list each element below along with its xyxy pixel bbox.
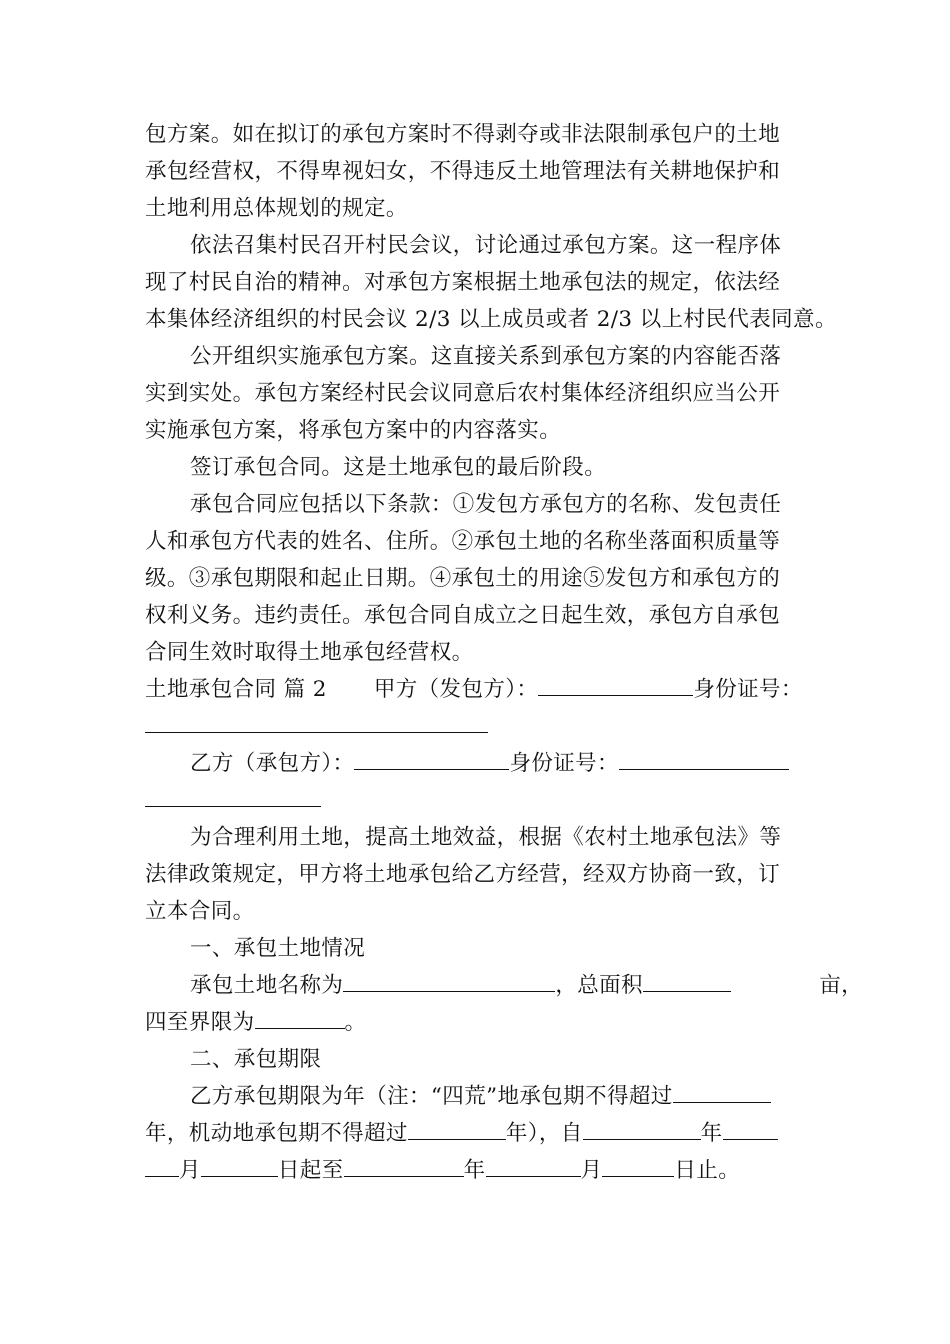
section2-heading: 二、承包期限 [190,1047,322,1072]
reserve-land-label: 年，机动地承包期不得超过 [145,1121,408,1146]
party-b-id-label: 身份证号： [509,751,619,776]
section1-line-1 [145,967,863,1004]
purpose-line-2: 法律政策规定，甲方将土地承包给乙方经营，经双方协商一致，订 [145,862,781,887]
area-blank [643,971,731,992]
end-year-blank [344,1156,464,1177]
boundary-blank [255,1008,345,1029]
reserve-years-blank [408,1119,506,1140]
intro-line-2: 承包经营权，不得卑视妇女，不得违反土地管理法有关耕地保护和 [145,159,781,184]
purpose-line-1: 为合理利用土地，提高土地效益，根据《农村土地承包法》等 [190,825,782,850]
wasteland-years-blank [673,1082,771,1103]
contract2-title: 土地承包合同 篇 2 [145,677,327,702]
section1-line-2 [145,1004,820,1041]
party-b-id-continued-line [145,782,820,819]
end-month-label: 月 [580,1158,603,1183]
assembly-line-1: 依法召集村民召开村民会议，讨论通过承包方案。这一程序体 [190,233,782,258]
party-b-blank [354,749,509,770]
section2-line-3 [145,1152,820,1189]
end-day-blank [602,1156,674,1177]
land-name-blank [343,971,555,992]
area-unit: 亩， [819,973,863,998]
end-day-label: 日止。 [674,1158,741,1183]
intro-line-3: 土地利用总体规划的规定。 [145,196,408,221]
party-b-id-blank [619,749,789,770]
purpose-line-3: 立本合同。 [145,899,255,924]
boundary-label: 四至界限为 [145,1010,255,1035]
assembly-line-3: 本集体经济组织的村民会议 2/3 以上成员或者 2/3 以上村民代表同意。 [145,307,837,332]
party-a-id-label: 身份证号： [693,677,803,702]
contract-terms-line-3: 级。③承包期限和起止日期。④承包土的用途⑤发包方和承包方的 [145,566,781,591]
contract-terms-line-1: 承包合同应包括以下条款：①发包方承包方的名称、发包责任 [190,492,782,517]
party-b-label: 乙方（承包方）： [190,751,355,776]
section1-heading: 一、承包土地情况 [190,936,366,961]
contract-terms-line-2: 人和承包方代表的姓名、住所。②承包土地的名称坐落面积质量等 [145,529,781,554]
start-year-label: 年 [700,1121,723,1146]
term-text: 乙方承包期限为年（注：“四荒”地承包期不得超过 [190,1084,673,1109]
area-label: ，总面积 [555,973,643,998]
sign-contract-line: 签订承包合同。这是土地承包的最后阶段。 [190,455,607,480]
intro-line-1: 包方案。如在拟订的承包方案时不得剥夺或非法限制承包户的土地 [145,122,781,147]
party-b-line [145,745,820,782]
boundary-end: 。 [344,1010,367,1035]
publicize-line-3: 实施承包方案，将承包方案中的内容落实。 [145,418,562,443]
to-label: 日起至 [277,1158,344,1183]
end-month-blank [486,1156,581,1177]
start-year-blank [583,1119,701,1140]
assembly-line-2: 现了村民自治的精神。对承包方案根据土地承包法的规定，依法经 [145,270,781,295]
publicize-line-1: 公开组织实施承包方案。这直接关系到承包方案的内容能否落 [190,344,782,369]
from-label: 年），自 [505,1121,583,1146]
section2-line-1 [145,1078,820,1115]
contract-terms-line-5: 合同生效时取得土地承包经营权。 [145,640,474,665]
land-name-label: 承包土地名称为 [190,973,344,998]
section2-line-2 [145,1115,820,1152]
contract2-header-line [145,671,820,708]
end-year-label: 年 [463,1158,486,1183]
party-a-id-blank [145,712,488,733]
party-a-id-line [145,708,820,745]
start-month-blank [145,1156,179,1177]
section1-line-1-content [190,967,731,1004]
party-b-id-blank-continued [145,786,321,807]
start-month-label: 月 [179,1158,201,1183]
party-a-label: 甲方（发包方）： [373,677,539,702]
start-month-blank-part [723,1119,778,1140]
start-day-blank [201,1156,278,1177]
publicize-line-2: 实到实处。承包方案经村民会议同意后农村集体经济组织应当公开 [145,381,781,406]
contract-terms-line-4: 权利义务。违约责任。承包合同自成立之日起生效，承包方自承包 [145,603,781,628]
party-a-blank [538,675,693,696]
document-body [145,116,863,1189]
